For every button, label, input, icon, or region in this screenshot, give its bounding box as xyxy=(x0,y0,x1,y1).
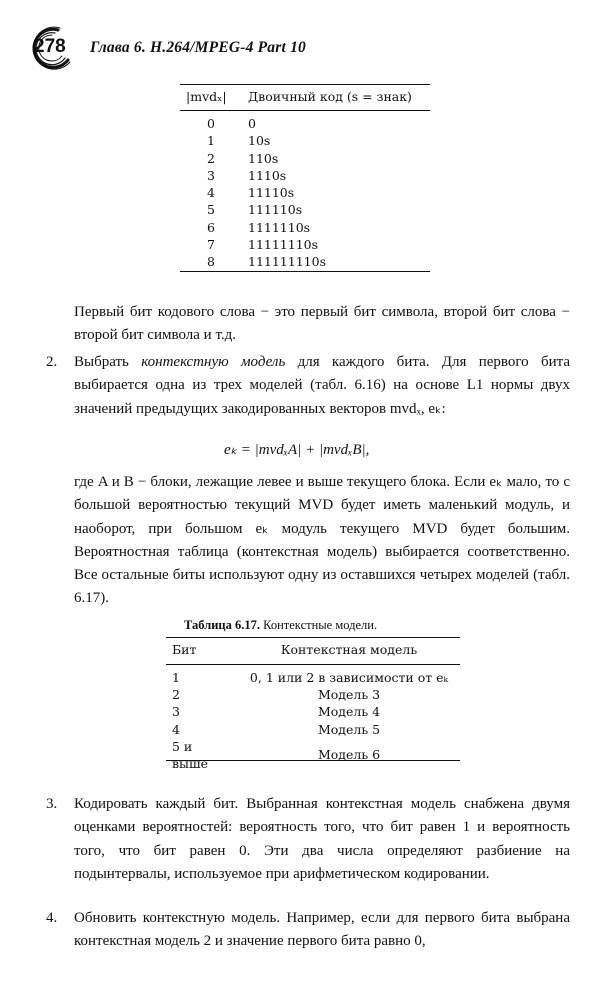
table-row xyxy=(166,738,460,772)
list-item-text: Выбрать xyxy=(74,354,142,370)
running-title: Глава 6. H.264/MPEG-4 Part 10 xyxy=(90,39,306,56)
list-item-2-text xyxy=(74,351,570,421)
table-row xyxy=(180,201,430,218)
table-cell: Модель 4 xyxy=(317,704,381,720)
table-cell: 2 xyxy=(207,150,215,166)
page-header xyxy=(28,26,568,70)
table-cell: 4 xyxy=(207,185,215,201)
code-table-col2-header: Двоичный код (s = знак) xyxy=(242,85,430,111)
table-row xyxy=(166,686,460,703)
list-item-3-text: Кодировать каждый бит. Выбранная контекстная модель снабжена двумя оценками вероятностей: вероятность того, что бит равен 1 и вероятность того, что бит равен 0. Эти два числа определяют разбиение на подынтервалы, используемое при арифметическом кодировании. xyxy=(74,796,570,882)
table-cell: 0, 1 или 2 в зависимости от eₖ xyxy=(249,670,449,685)
table-cell: 1111110s xyxy=(248,219,311,235)
table-cell: 111111110s xyxy=(248,254,326,270)
table-cell: 5 xyxy=(207,202,215,218)
context-models-table xyxy=(166,637,460,772)
table-caption-text: Контекстные модели. xyxy=(260,618,378,632)
table-row xyxy=(180,111,430,133)
table-row xyxy=(180,167,430,184)
table-cell: 1 xyxy=(172,670,180,685)
table-cell: 1 xyxy=(207,133,215,149)
table-cell: 8 xyxy=(207,254,215,270)
table-row xyxy=(180,132,430,149)
table-rule xyxy=(180,271,430,272)
table-cell: 0 xyxy=(207,116,215,131)
list-number-3: 3. xyxy=(46,796,58,812)
code-table-col1-header: |mvdₓ| xyxy=(180,85,242,111)
context-table-col2-header: Контекстная модель xyxy=(238,638,460,665)
table-cell: 2 xyxy=(172,687,180,703)
table-cell: Модель 3 xyxy=(317,687,381,703)
emphasis-text: контекстную модель xyxy=(141,354,286,370)
table-cell: 0 xyxy=(248,116,256,131)
table-rule xyxy=(166,760,460,761)
list-item-2-continuation: где A и B − блоки, лежащие левее и выше текущего блока. Если eₖ мало, то с большой вероятностью текущий MVD будет иметь маленький модуль, и наоборот, при большом eₖ модуль текущего MVD будет большим. Вероятностная таблица (контекстная модель) выбирается соответственно. Все остальные биты используют одну из оставшихся четырех моделей (табл. 6.17). xyxy=(74,474,570,607)
table-cell: 11110s xyxy=(248,185,295,201)
formula: eₖ = |mvdₓA| + |mvdₓB|, xyxy=(224,442,370,458)
table-cell: 7 xyxy=(207,237,215,253)
context-table-col1-header: Бит xyxy=(166,638,238,665)
page-number: 278 xyxy=(34,36,66,57)
table-cell: 1110s xyxy=(248,167,287,183)
table-caption xyxy=(184,618,377,633)
list-item-text: для каждого бита. Для первого бита выбирается одна из трех моделей (табл. 6.16) на основе L1 нормы двух значений предыдущих закодированных векторов mvdₓ, eₖ: xyxy=(74,354,570,417)
table-row xyxy=(166,703,460,720)
table-cell: 111110s xyxy=(248,202,303,218)
table-row xyxy=(180,236,430,253)
table-cell: 4 xyxy=(172,721,180,737)
table-row xyxy=(166,665,460,687)
table-cell: 3 xyxy=(207,167,215,183)
table-cell: Модель 6 xyxy=(317,747,381,763)
code-table xyxy=(180,84,430,271)
table-row xyxy=(180,150,430,167)
list-item-4-text: Обновить контекстную модель. Например, если для первого бита выбрана контекстная модель 2 и значение первого бита равно 0, xyxy=(74,910,570,950)
table-row xyxy=(180,253,430,270)
table-caption-label: Таблица 6.17. xyxy=(184,618,261,632)
table-cell: 10s xyxy=(248,133,271,149)
table-cell: Модель 5 xyxy=(317,721,381,737)
paragraph-bit-order: Первый бит кодового слова − это первый бит символа, второй бит слова − второй бит символа и т.д. xyxy=(74,304,570,344)
list-number-4: 4. xyxy=(46,910,58,926)
table-row xyxy=(180,184,430,201)
table-cell: 6 xyxy=(207,219,215,235)
table-row xyxy=(166,721,460,738)
table-cell: 110s xyxy=(248,150,279,166)
table-cell: 5 и выше xyxy=(172,738,209,772)
table-cell: 11111110s xyxy=(248,237,319,253)
list-number-2: 2. xyxy=(46,354,58,370)
table-cell: 3 xyxy=(172,704,180,720)
table-row xyxy=(180,219,430,236)
